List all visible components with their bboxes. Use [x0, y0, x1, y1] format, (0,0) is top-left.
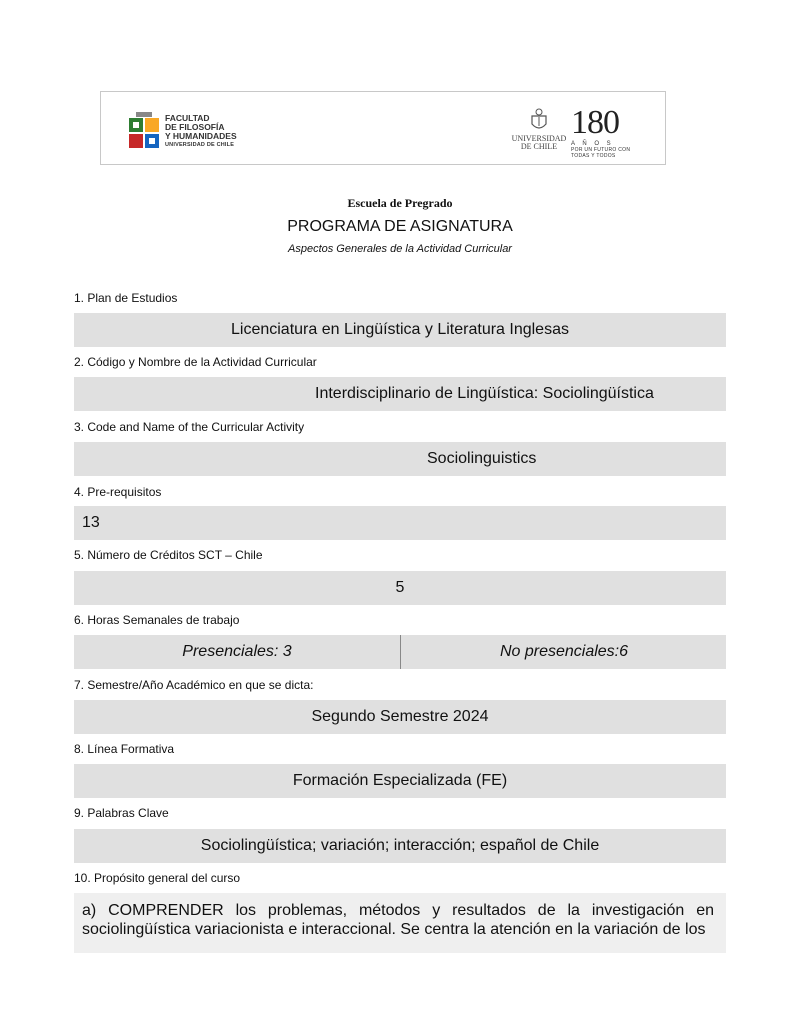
- program-title: PROGRAMA DE ASIGNATURA: [287, 218, 513, 235]
- label-semestre: 7. Semestre/Año Académico en que se dicta:: [74, 678, 314, 692]
- faculty-shield-icon: [127, 112, 161, 152]
- horas-presenciales: Presenciales: 3: [182, 643, 292, 660]
- faculty-name: FACULTAD DE FILOSOFÍA Y HUMANIDADES UNIVERSIDAD DE CHILE: [165, 113, 237, 148]
- label-palabras-clave: 9. Palabras Clave: [74, 806, 169, 820]
- field-code-name: Sociolinguistics: [74, 442, 726, 476]
- field-semestre: Segundo Semestre 2024: [74, 700, 726, 734]
- field-horas: [74, 635, 726, 669]
- label-plan-estudios: 1. Plan de Estudios: [74, 291, 178, 305]
- horas-no-presenciales: No presenciales:6: [400, 635, 727, 669]
- field-plan-estudios: Licenciatura en Lingüística y Literatura Inglesas: [74, 313, 726, 347]
- school-title: Escuela de Pregrado: [347, 196, 453, 210]
- field-prerequisitos: 13: [74, 506, 726, 540]
- university-name: UNIVERSIDAD DE CHILE: [511, 134, 567, 151]
- field-creditos: 5: [74, 571, 726, 605]
- university-crest-icon: [529, 108, 549, 132]
- anniversary-tagline: A Ñ O S POR UN FUTURO CON TODAS Y TODOS: [571, 141, 631, 159]
- label-proposito: 10. Propósito general del curso: [74, 871, 241, 885]
- field-linea-formativa: Formación Especializada (FE): [74, 764, 726, 798]
- program-subtitle: Aspectos Generales de la Actividad Curricular: [288, 243, 512, 255]
- label-creditos: 5. Número de Créditos SCT – Chile: [74, 548, 263, 562]
- field-codigo-nombre: Interdisciplinario de Lingüística: Sociolingüística: [74, 377, 726, 411]
- label-linea-formativa: 8. Línea Formativa: [74, 742, 175, 756]
- anniversary-number: 180: [571, 104, 619, 141]
- label-codigo-nombre: 2. Código y Nombre de la Actividad Curricular: [74, 355, 317, 369]
- label-horas: 6. Horas Semanales de trabajo: [74, 613, 240, 627]
- label-prerequisitos: 4. Pre-requisitos: [74, 485, 162, 499]
- label-code-name: 3. Code and Name of the Curricular Activity: [74, 420, 305, 434]
- header-logo-box: [100, 91, 666, 165]
- field-palabras-clave: Sociolingüística; variación; interacción; español de Chile: [74, 829, 726, 863]
- field-proposito: a) COMPRENDER los problemas, métodos y resultados de la investigación en sociolingüística variacionista e interaccional. Se centra la atención en la variación de los: [74, 893, 726, 953]
